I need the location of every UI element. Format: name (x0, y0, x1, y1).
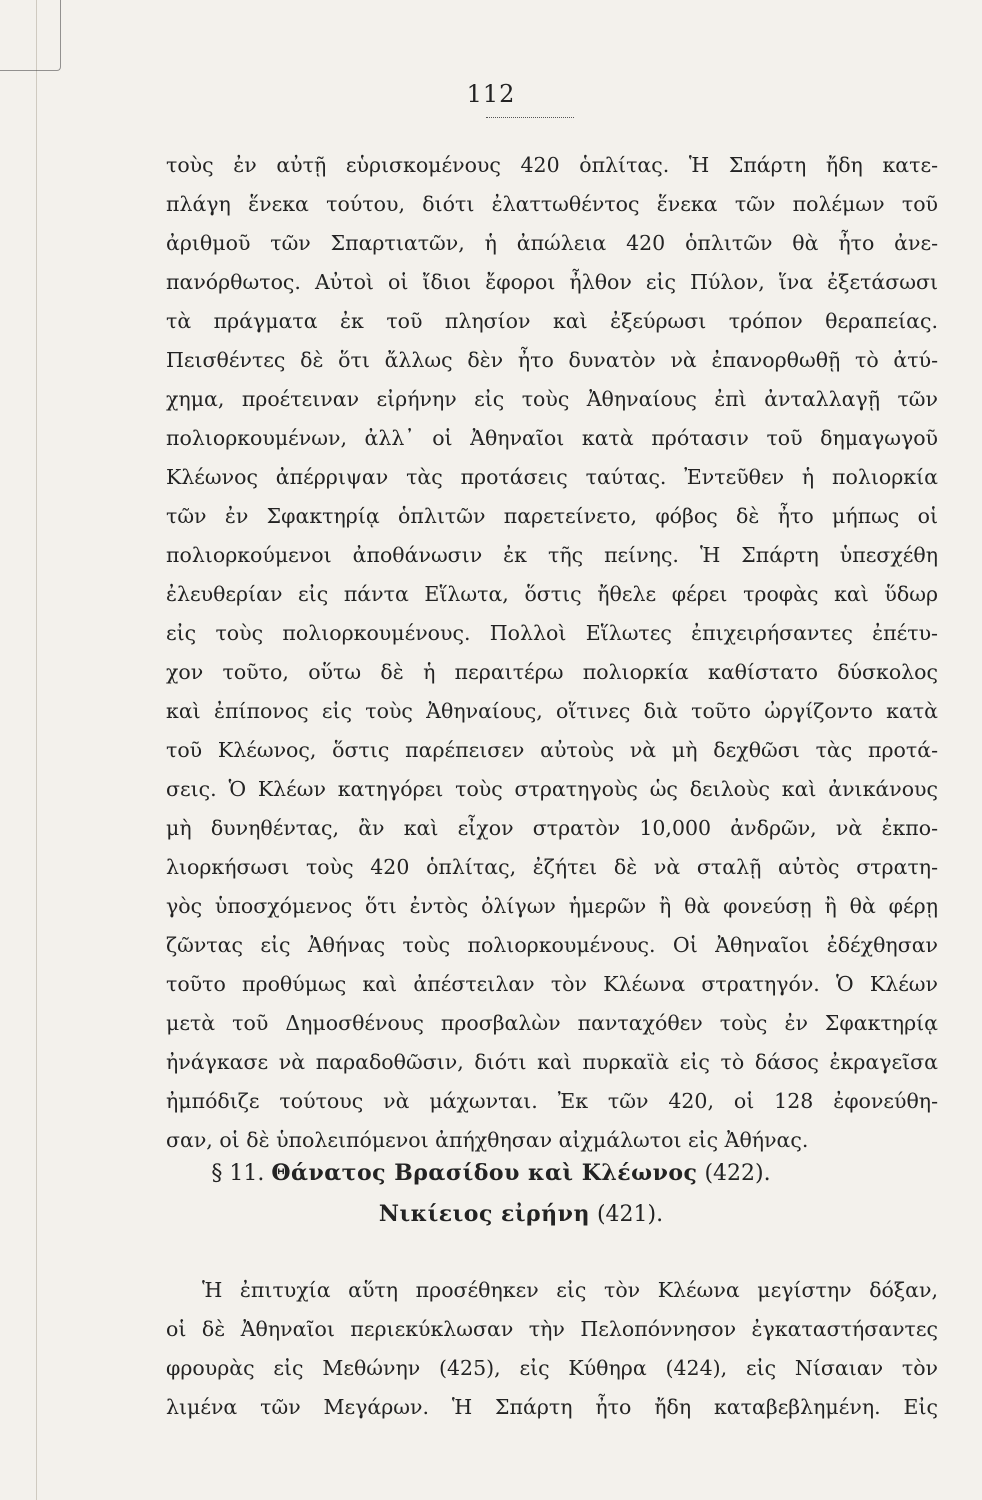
text-line: ζῶντας εἰς Ἀθήνας τοὺς πολιορκουμένους. Οἱ Ἀθηναῖοι ἐδέχθησαν (166, 933, 938, 957)
text-line: ἐλευθερίαν εἰς πάντα Εἵλωτα, ὅστις ἤθελε φέρει τροφὰς καὶ ὕδωρ (166, 582, 938, 606)
text-line: Κλέωνος ἀπέρριψαν τὰς προτάσεις ταύτας. Ἐντεῦθεν ἡ πολιορκία (166, 465, 938, 489)
page-corner-fold (0, 0, 61, 71)
text-line: πανόρθωτος. Αὐτοὶ οἱ ἴδιοι ἔφοροι ἦλθον εἰς Πύλον, ἵνα ἐξετάσωσι (166, 270, 938, 294)
text-line: τοὺς ἐν αὐτῇ εὑρισκομένους 420 ὁπλίτας. Ἡ Σπάρτη ἤδη κατε- (166, 153, 938, 177)
page-number: 112 (466, 80, 516, 108)
text-line: μετὰ τοῦ Δημοσθένους προσβαλὼν πανταχόθεν τοὺς ἐν Σφακτηρίᾳ (166, 1011, 938, 1035)
text-line: πολιορκούμενοι ἀποθάνωσιν ἐκ τῆς πείνης. Ἡ Σπάρτη ὑπεσχέθη (166, 543, 938, 567)
text-line: ἠνάγκασε νὰ παραδοθῶσιν, διότι καὶ πυρκαϊὰ εἰς τὸ δάσος ἐκραγεῖσα (166, 1050, 938, 1074)
text-line: εἰς τοὺς πολιορκουμένους. Πολλοὶ Εἵλωτες ἐπιχειρήσαντες ἐπέτυ- (166, 621, 938, 645)
text-line: λιμένα τῶν Μεγάρων. Ἡ Σπάρτη ἦτο ἤδη καταβεβλημένη. Εἰς (166, 1395, 938, 1419)
text-line: χημα, προέτειναν εἰρήνην εἰς τοὺς Ἀθηναίους ἐπὶ ἀνταλλαγῇ τῶν (166, 387, 938, 411)
text-line: χον τοῦτο, οὕτω δὲ ἡ περαιτέρω πολιορκία καθίστατο δύσκολος (166, 660, 938, 684)
text-line: φρουρὰς εἰς Μεθώνην (425), εἰς Κύθηρα (424), εἰς Νίσαιαν τὸν (166, 1356, 938, 1380)
text-line: τῶν ἐν Σφακτηρίᾳ ὁπλιτῶν παρετείνετο, φόβος δὲ ἦτο μήπως οἱ (166, 504, 938, 528)
text-line: τὰ πράγματα ἐκ τοῦ πλησίον καὶ ἐξεύρωσι τρόπον θεραπείας. (166, 309, 938, 333)
section-year: (421). (596, 1202, 664, 1227)
section-paragraph (166, 1271, 938, 1427)
text-line: λιορκήσωσι τοὺς 420 ὁπλίτας, ἐζήτει δὲ νὰ σταλῇ αὐτὸς στρατη- (166, 855, 938, 879)
text-line: πολιορκουμένων, ἀλλ᾽ οἱ Ἀθηναῖοι κατὰ πρότασιν τοῦ δημαγωγοῦ (166, 426, 938, 450)
section-subtitle: Νικίειος εἰρήνη (378, 1201, 590, 1227)
page-gutter-line (36, 0, 37, 1500)
section-heading (0, 1153, 982, 1235)
section-heading-line (0, 1194, 982, 1235)
text-line: τοῦτο προθύμως καὶ ἀπέστειλαν τὸν Κλέωνα στρατηγόν. Ὁ Κλέων (166, 972, 938, 996)
main-paragraph (166, 146, 938, 1160)
text-line: σαν, οἱ δὲ ὑπολειπόμενοι ἀπήχθησαν αἰχμάλωτοι εἰς Ἀθήνας. (166, 1128, 809, 1152)
page-number-underline (486, 117, 574, 118)
text-line: Ἡ ἐπιτυχία αὕτη προσέθηκεν εἰς τὸν Κλέωνα μεγίστην δόξαν, (202, 1278, 938, 1302)
text-line: πλάγη ἕνεκα τούτου, διότι ἐλαττωθέντος ἕνεκα τῶν πολέμων τοῦ (166, 192, 938, 216)
section-heading-line (0, 1153, 982, 1194)
text-line: μὴ δυνηθέντας, ἂν καὶ εἶχον στρατὸν 10,000 ἀνδρῶν, νὰ ἐκπο- (166, 816, 938, 840)
text-line: Πεισθέντες δὲ ὅτι ἄλλως δὲν ἦτο δυνατὸν νὰ ἐπανορθωθῇ τὸ ἀτύ- (166, 348, 938, 372)
text-line: ἀριθμοῦ τῶν Σπαρτιατῶν, ἡ ἀπώλεια 420 ὁπλιτῶν θὰ ἦτο ἀνε- (166, 231, 938, 255)
section-year: (422). (704, 1161, 771, 1186)
text-line: ἠμπόδιζε τούτους νὰ μάχωνται. Ἐκ τῶν 420, οἱ 128 ἐφονεύθη- (166, 1089, 938, 1113)
text-line: σεις. Ὁ Κλέων κατηγόρει τοὺς στρατηγοὺς ὡς δειλοὺς καὶ ἀνικάνους (166, 777, 938, 801)
text-line: τοῦ Κλέωνος, ὅστις παρέπεισεν αὐτοὺς νὰ μὴ δεχθῶσι τὰς προτά- (166, 738, 938, 762)
section-title: Θάνατος Βρασίδου καὶ Κλέωνος (271, 1160, 698, 1186)
text-line: καὶ ἐπίπονος εἰς τοὺς Ἀθηναίους, οἵτινες διὰ τοῦτο ὠργίζοντο κατὰ (166, 699, 938, 723)
text-line: γὸς ὑποσχόμενος ὅτι ἐντὸς ὀλίγων ἡμερῶν ἢ θὰ φονεύσῃ ἢ θὰ φέρῃ (166, 894, 938, 918)
section-number: § 11. (211, 1161, 265, 1186)
text-line: οἱ δὲ Ἀθηναῖοι περιεκύκλωσαν τὴν Πελοπόννησον ἐγκαταστήσαντες (166, 1317, 938, 1341)
